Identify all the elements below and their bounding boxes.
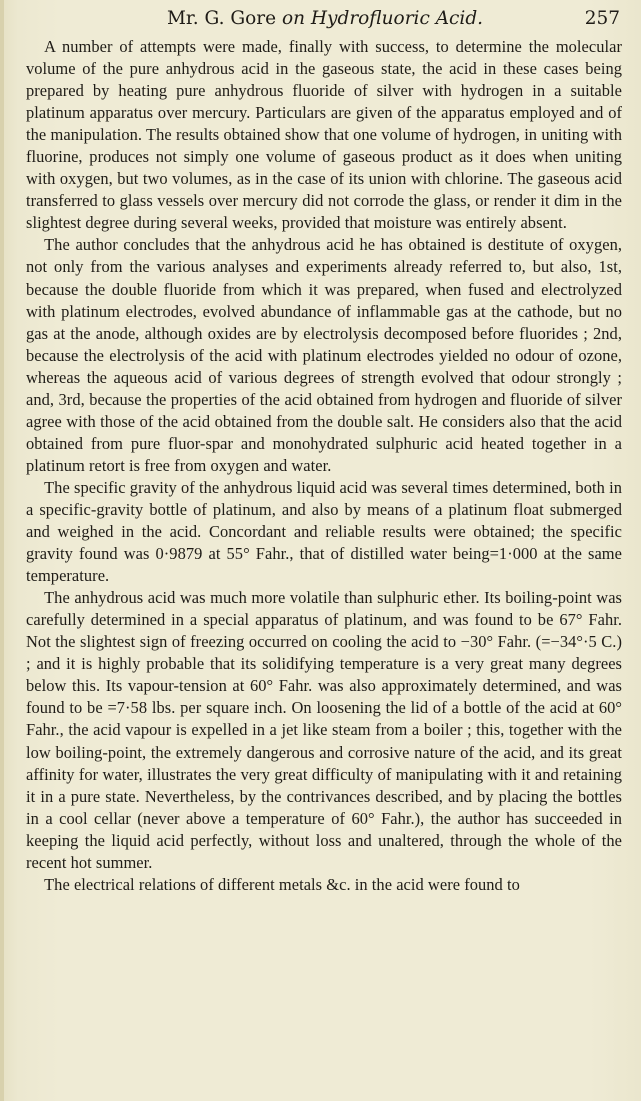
header-subject: Hydrofluoric Acid. [310, 8, 484, 29]
running-header [28, 8, 622, 32]
paragraph-oxygen-conclusion: The author concludes that the anhydrous acid he has obtained is destitute of oxygen, not only from the various analyses and experiments already referred to, but also, 1st, because the double fluoride from which it was prepared, when fused and electrolyzed with platinum electrodes, evolved abundance of inflammable gas at the cathode, but no gas at the anode, although oxides are by electrolysis decomposed before fluorides ; 2nd, because the electrolysis of the acid with platinum electrodes yielded no odour of ozone, whereas the aqueous acid of various degrees of strength evolved that odour strongly ; and, 3rd, because the properties of the acid obtained from hydrogen and fluoride of silver agree with those of the acid obtained from the double salt. He considers also that the acid obtained from pure fluor-spar and monohydrated sulphuric acid heated together in a platinum retort is free from oxygen and water. [26, 235, 622, 475]
paragraph-specific-gravity: The specific gravity of the anhydrous liquid acid was several times determined, both in a specific-gravity bottle of platinum, and also by means of a platinum float submerged and weighed in the acid. Concordant and reliable results were obtained; the specific gravity found was 0·9879 at 55° Fahr., that of distilled water being=1·000 at the same temperature. [26, 477, 622, 586]
page-number: 257 [584, 8, 620, 29]
article-body [26, 36, 622, 896]
paragraph-volatility: The anhydrous acid was much more volatile than sulphuric ether. Its boiling-point was carefully determined in a special apparatus of platinum, and was found to be 67° Fahr. Not the slightest sign of freezing occurred on cooling the acid to −30° Fahr. (=−34°·5 C.) ; and it is highly probable that its solidifying temperature is a very great many degrees below this. Its vapour-tension at 60° Fahr. was also approximately determined, and was found to be =7·58 lbs. per square inch. On loosening the lid of a bottle of the acid at 60° Fahr., the acid vapour is expelled in a jet like steam from a boiler ; this, together with the low boiling-point, the extremely dangerous and corrosive nature of the acid, and its great affinity for water, illustrates the very great difficulty of manipulating with it and retaining it in a pure state. Nevertheless, by the contrivances described, and by placing the bottles in a cool cellar (never above a temperature of 60° Fahr.), the author has succeeded in keeping the liquid acid perfectly, without loss and unaltered, through the whole of the recent hot summer. [26, 588, 622, 872]
paragraph-molecular-volume: A number of attempts were made, finally with success, to determine the molecular volume of the pure anhydrous acid in the gaseous state, the acid in these cases being prepared by heating pure anhydrous fluoride of silver with hydrogen in a suitable platinum apparatus over mercury. Particulars are given of the apparatus employed and of the manipulation. The results obtained show that one volume of hydrogen, in uniting with fluorine, produces not simply one volume of gaseous product as it does when uniting with oxygen, but two volumes, as in the case of its union with chlorine. The gaseous acid transferred to glass vessels over mercury did not corrode the glass, or render it dim in the slightest degree during several weeks, provided that moisture was entirely absent. [26, 37, 622, 233]
paragraph-electrical-relations: The electrical relations of different metals &c. in the acid were found to [44, 874, 520, 894]
running-title [28, 8, 622, 29]
header-connector: on [281, 8, 305, 29]
page-gutter-edge [0, 0, 4, 1101]
header-author: Mr. G. Gore [166, 8, 277, 29]
